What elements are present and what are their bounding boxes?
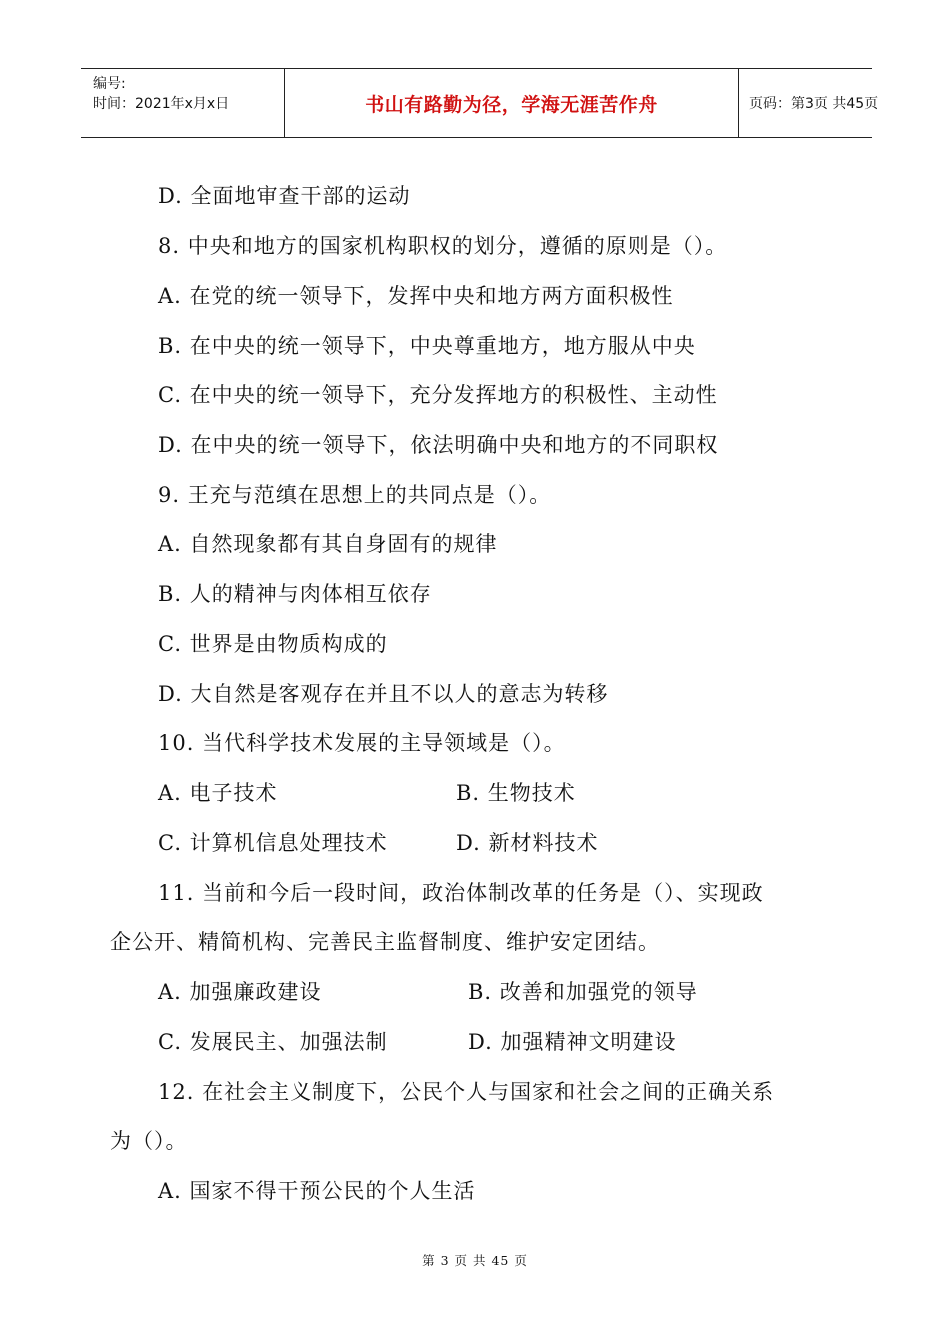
answer-option: D. 大自然是客观存在并且不以人的意志为转移 <box>158 682 609 706</box>
document-time-label: 时间：2021年x月x日 <box>93 96 230 112</box>
answer-option: A. 自然现象都有其自身固有的规律 <box>158 532 498 556</box>
question-text: 9. 王充与范缜在思想上的共同点是（）。 <box>158 483 552 507</box>
question-text: 11. 当前和今后一段时间，政治体制改革的任务是（）、实现政 <box>158 881 764 905</box>
document-id-label: 编号: <box>93 76 126 92</box>
text-line: D. 全面地审查干部的运动 <box>158 184 411 208</box>
header-motto: 书山有路勤为径，学海无涯苦作舟 <box>365 93 658 116</box>
answer-option: C. 世界是由物质构成的 <box>158 632 388 656</box>
answer-option: C. 发展民主、加强法制 <box>158 1030 388 1054</box>
answer-option: A. 电子技术 <box>158 781 278 805</box>
answer-option: C. 计算机信息处理技术 <box>158 831 388 855</box>
answer-option: B. 人的精神与肉体相互依存 <box>158 582 432 606</box>
answer-option: A. 国家不得干预公民的个人生活 <box>158 1179 476 1203</box>
answer-option: C. 在中央的统一领导下，充分发挥地方的积极性、主动性 <box>158 383 718 407</box>
answer-option: A. 在党的统一领导下，发挥中央和地方两方面积极性 <box>158 284 674 308</box>
question-text: 10. 当代科学技术发展的主导领域是（）。 <box>158 731 566 755</box>
answer-option: B. 生物技术 <box>456 781 576 805</box>
answer-option: D. 加强精神文明建设 <box>468 1030 677 1054</box>
document-header <box>81 68 879 138</box>
question-text-continued: 企公开、精简机构、完善民主监督制度、维护安定团结。 <box>110 930 660 954</box>
question-text-continued: 为（）。 <box>110 1129 188 1153</box>
answer-option: A. 加强廉政建设 <box>158 980 322 1004</box>
header-motto-cell <box>284 69 739 137</box>
answer-option: D. 新材料技术 <box>456 831 599 855</box>
question-text: 8. 中央和地方的国家机构职权的划分，遵循的原则是（）。 <box>158 234 728 258</box>
page-footer: 第 3 页 共 45 页 <box>422 1253 528 1268</box>
header-page-code: 页码：第3页 共45页 <box>749 96 879 112</box>
question-text: 12. 在社会主义制度下，公民个人与国家和社会之间的正确关系 <box>158 1080 775 1104</box>
answer-option: B. 改善和加强党的领导 <box>468 980 698 1004</box>
answer-option: B. 在中央的统一领导下，中央尊重地方，地方服从中央 <box>158 334 696 358</box>
answer-option: D. 在中央的统一领导下，依法明确中央和地方的不同职权 <box>158 433 719 457</box>
header-page-cell <box>739 69 879 137</box>
header-info-cell <box>81 69 284 137</box>
